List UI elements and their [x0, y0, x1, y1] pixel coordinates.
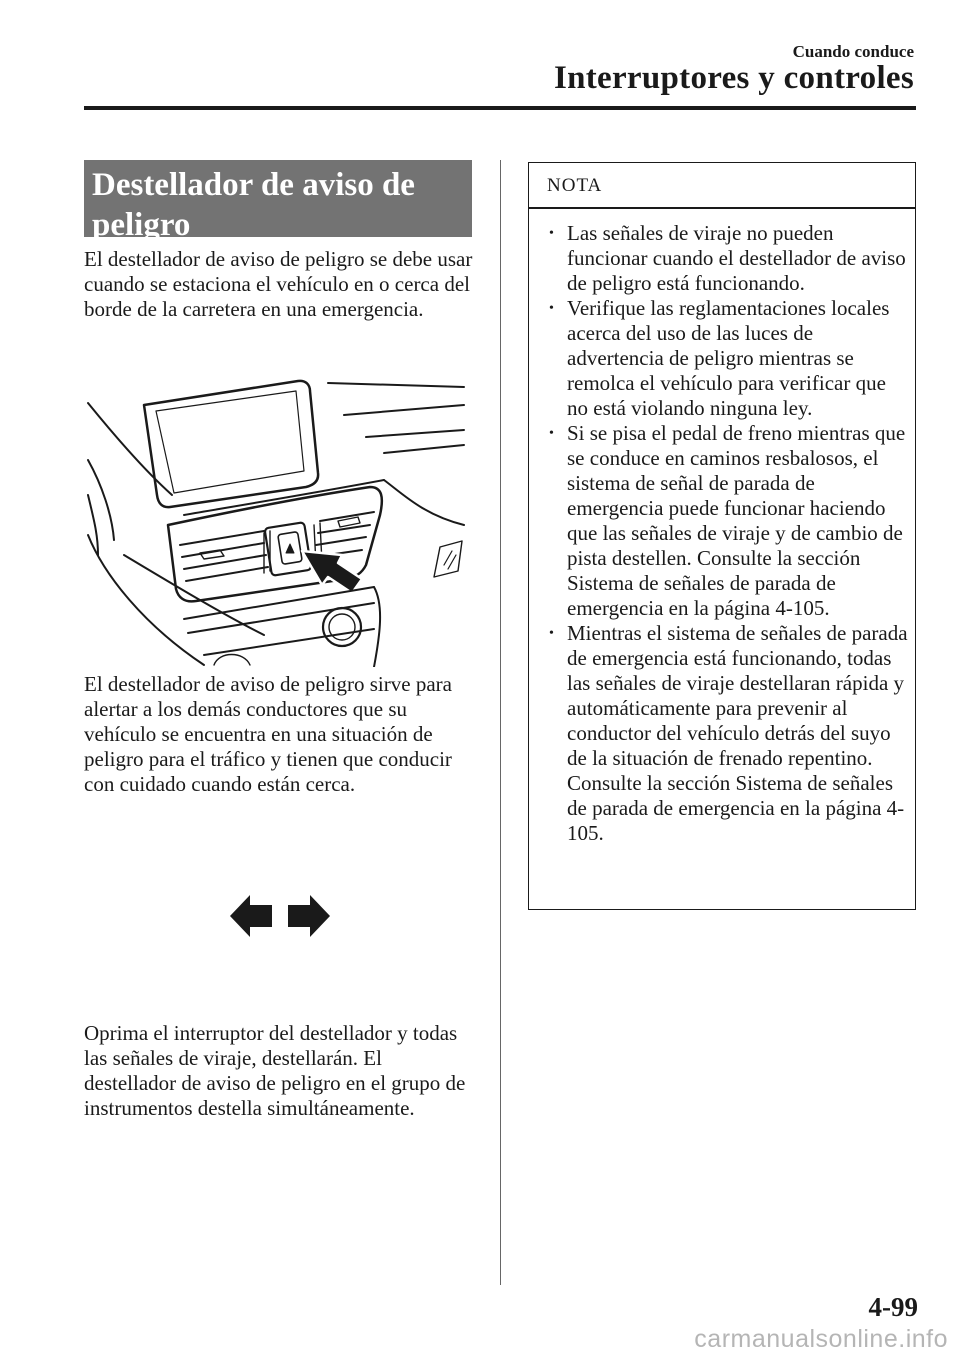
paragraph-intro: El destellador de aviso de peligro se debe usar cuando se estaciona el vehículo en o cerca del borde de la carretera en una emergencia.	[84, 247, 473, 321]
hazard-switch-dashboard-illustration	[84, 375, 474, 667]
page-number: 4-99	[868, 1292, 918, 1322]
header-subtitle: Cuando conduce	[792, 42, 914, 61]
note-item-text: Verifique las reglamentaciones locales acerca del uso de las luces de advertencia de peligro mientras se remolca el vehículo para verificar que no está violando ninguna ley.	[567, 296, 890, 420]
note-box	[528, 162, 916, 910]
paragraph-operation: Oprima el interruptor del destellador y todas las señales de viraje, destellarán. El destellador de aviso de peligro en el grupo de instrumentos destella simultáneamente.	[84, 1021, 466, 1120]
note-item	[529, 421, 915, 621]
note-separator	[529, 207, 915, 209]
note-item-text: Mientras el sistema de señales de parada de emergencia está funcionando, todas las señales de viraje destellaran rápida y automáticamente para prevenir al conductor del vehículo detrás del suyo de la situación de frenado repentino. Consulte la sección Sistema de señales de parada de emergencia en la página 4-105.	[567, 621, 908, 845]
watermark: carmanualsonline.info	[694, 1325, 948, 1353]
left-column	[84, 160, 472, 243]
bullet-icon: •	[549, 426, 554, 441]
paragraph-purpose: El destellador de aviso de peligro sirve para alertar a los demás conductores que su vehículo se encuentra en una situación de peligro para el tráfico y tienen que conducir con cuidado cuando están cerca.	[84, 672, 452, 796]
note-item-text: Si se pisa el pedal de freno mientras que se conduce en caminos resbalosos, el sistema de señal de parada de emergencia puede funcionar haciendo que las señales de viraje y de cambio de pista destellen. Consulte la sección Sistema de señales de parada de emergencia en la página 4-105.	[567, 421, 906, 620]
note-item	[529, 221, 915, 296]
bullet-icon: •	[549, 226, 554, 241]
note-list	[529, 221, 915, 846]
section-title-line2: peligro	[92, 207, 191, 243]
header-title: Interruptores y controles	[553, 60, 914, 96]
bullet-icon: •	[549, 301, 554, 316]
turn-signal-arrows-icon	[228, 893, 332, 939]
note-title: NOTA	[547, 175, 603, 196]
header-rule	[84, 106, 916, 110]
section-title-line1: Destellador de aviso de	[92, 167, 415, 203]
note-item-text: Las señales de viraje no pueden funcionar cuando el destellador de aviso de peligro está funcionando.	[567, 221, 906, 295]
bullet-icon: •	[549, 626, 554, 641]
section-title	[84, 160, 472, 243]
note-item	[529, 296, 915, 421]
note-item	[529, 621, 915, 846]
column-divider	[500, 160, 501, 1285]
